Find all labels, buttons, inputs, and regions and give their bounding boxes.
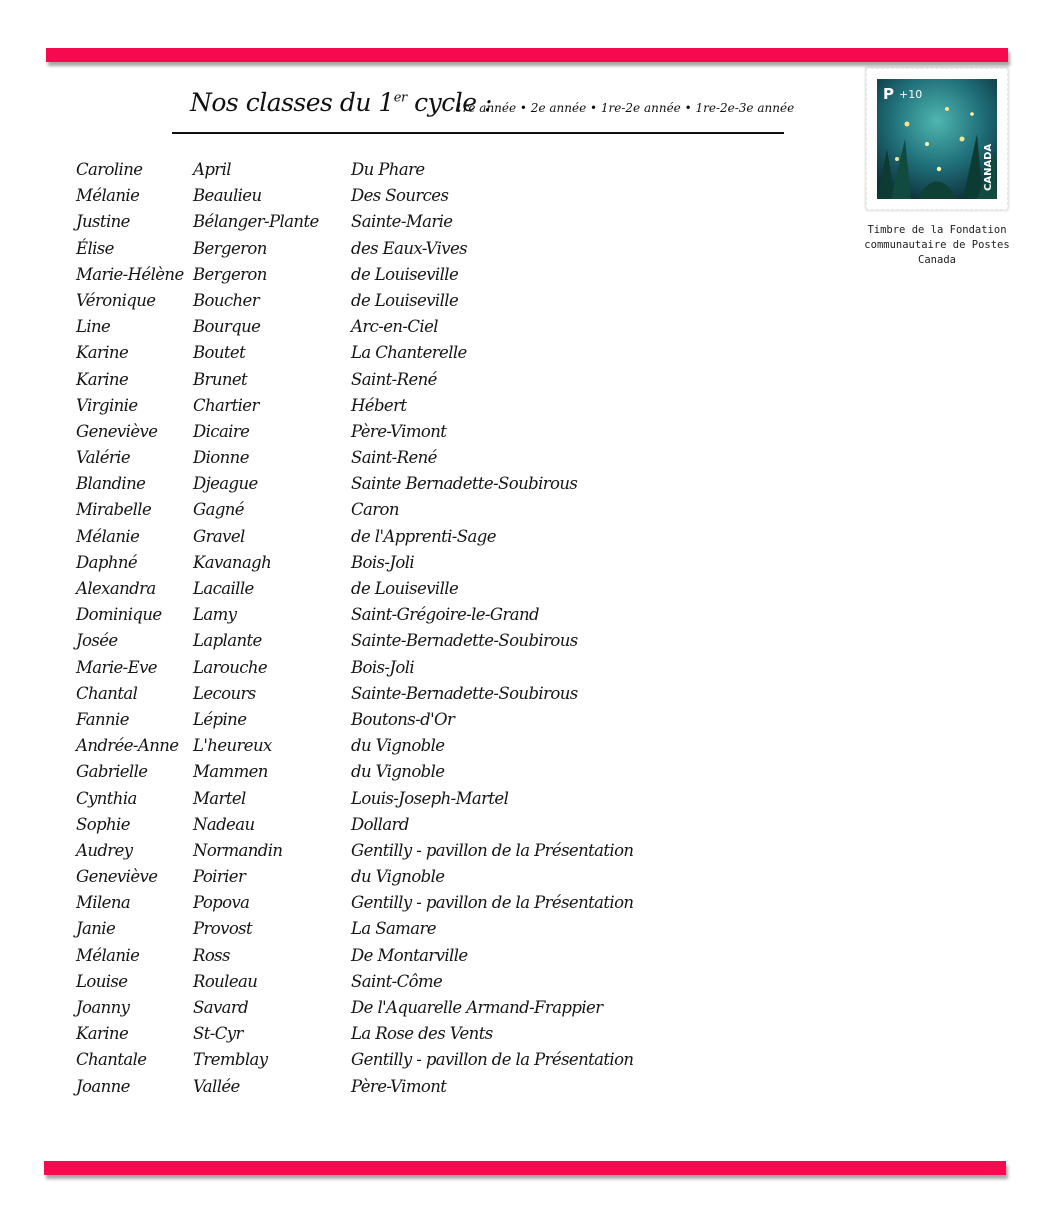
list-item — [76, 183, 836, 209]
school-name: La Rose des Vents — [351, 1024, 493, 1044]
list-item — [76, 707, 836, 733]
list-item — [76, 812, 836, 838]
first-name: Chantal — [76, 683, 138, 703]
last-name: Tremblay — [193, 1050, 268, 1070]
svg-text:CANADA: CANADA — [983, 143, 994, 191]
last-name: Beaulieu — [193, 186, 262, 206]
school-name: Des Sources — [351, 186, 449, 206]
last-name: Lamy — [193, 605, 237, 625]
school-name: Père-Vimont — [351, 1076, 447, 1096]
bottom-accent-bar — [44, 1161, 1006, 1175]
list-item — [76, 602, 836, 628]
last-name: April — [193, 160, 231, 179]
first-name: Marie-Eve — [76, 657, 157, 677]
first-name: Joanny — [76, 998, 130, 1017]
list-item — [76, 367, 836, 393]
list-item — [76, 340, 836, 366]
list-item — [76, 157, 836, 183]
stamp-caption: Timbre de la Fondation communautaire de Postes Canada — [864, 224, 1010, 266]
last-name: Laplante — [193, 631, 262, 651]
list-item — [76, 759, 836, 785]
last-name: Bélanger-Plante — [193, 212, 319, 232]
first-name: Virginie — [76, 395, 138, 415]
school-name: Gentilly - pavillon de la Présentation — [351, 1050, 634, 1070]
last-name: Lecours — [193, 683, 256, 703]
last-name: Brunet — [193, 369, 248, 389]
first-name: Milena — [76, 893, 131, 913]
teacher-list — [76, 157, 836, 1100]
school-name: des Eaux-Vives — [351, 238, 467, 258]
last-name: Provost — [193, 919, 253, 939]
stamp-image — [877, 79, 997, 199]
first-name: Valérie — [76, 448, 131, 468]
first-name: Véronique — [76, 290, 156, 310]
last-name: Vallée — [193, 1076, 240, 1096]
first-name: Joanne — [76, 1076, 130, 1096]
school-name: Sainte-Marie — [351, 212, 453, 232]
last-name: Mammen — [193, 762, 268, 782]
first-name: Chantale — [76, 1050, 147, 1070]
last-name: Ross — [193, 945, 230, 965]
list-item — [76, 550, 836, 576]
last-name: Martel — [193, 788, 246, 808]
svg-text:P: P — [883, 85, 894, 103]
last-name: Dionne — [193, 448, 249, 468]
first-name: Louise — [76, 971, 128, 991]
list-item — [76, 393, 836, 419]
last-name: Bergeron — [193, 264, 267, 284]
first-name: Line — [76, 317, 111, 337]
page-header — [172, 86, 795, 134]
first-name: Karine — [76, 343, 129, 363]
list-item — [76, 916, 836, 942]
postage-stamp — [866, 68, 1008, 210]
top-accent-bar — [46, 48, 1008, 62]
school-name: Sainte-Bernadette-Soubirous — [351, 683, 578, 703]
last-name: Chartier — [193, 395, 259, 415]
school-name: Sainte-Bernadette-Soubirous — [351, 631, 578, 651]
school-name: Sainte Bernadette-Soubirous — [351, 474, 578, 494]
school-name: De Montarville — [351, 945, 468, 965]
school-name: Saint-Côme — [351, 971, 443, 991]
list-item — [76, 1074, 836, 1100]
school-name: Bois-Joli — [351, 657, 415, 677]
first-name: Mélanie — [76, 186, 140, 206]
list-item — [76, 890, 836, 916]
page-title: Nos classes du 1er cycle : — [190, 88, 492, 117]
school-name: La Samare — [351, 919, 436, 939]
school-name: de Louiseville — [351, 579, 459, 598]
first-name: Caroline — [76, 160, 143, 179]
school-name: Bois-Joli — [351, 552, 415, 572]
last-name: Boutet — [193, 343, 246, 363]
first-name: Marie-Hélène — [76, 264, 184, 284]
list-item — [76, 524, 836, 550]
first-name: Janie — [76, 919, 116, 939]
first-name: Justine — [76, 212, 130, 232]
list-item — [76, 943, 836, 969]
last-name: Bourque — [193, 317, 261, 337]
first-name: Karine — [76, 369, 129, 389]
list-item — [76, 576, 836, 602]
school-name: La Chanterelle — [351, 343, 467, 363]
school-name: Boutons-d'Or — [351, 709, 455, 729]
first-name: Élise — [76, 238, 114, 258]
last-name: Kavanagh — [193, 552, 272, 572]
last-name: Bergeron — [193, 238, 267, 258]
school-name: de l'Apprenti-Sage — [351, 526, 496, 546]
school-name: de Louiseville — [351, 264, 459, 284]
list-item — [76, 445, 836, 471]
svg-text:+10: +10 — [899, 88, 923, 101]
first-name: Dominique — [76, 605, 162, 625]
list-item — [76, 471, 836, 497]
school-name: de Louiseville — [351, 290, 459, 310]
last-name: Nadeau — [193, 814, 255, 834]
first-name: Mélanie — [76, 526, 140, 546]
list-item — [76, 314, 836, 340]
first-name: Audrey — [76, 840, 133, 860]
first-name: Gabrielle — [76, 762, 148, 782]
first-name: Geneviève — [76, 421, 158, 441]
list-item — [76, 497, 836, 523]
first-name: Josée — [76, 631, 118, 651]
first-name: Cynthia — [76, 788, 137, 808]
first-name: Karine — [76, 1024, 129, 1044]
last-name: Rouleau — [193, 971, 258, 991]
school-name: Hébert — [351, 395, 407, 415]
last-name: Normandin — [193, 840, 283, 860]
last-name: Gravel — [193, 526, 245, 546]
list-item — [76, 681, 836, 707]
school-name: Arc-en-Ciel — [351, 317, 438, 337]
list-item — [76, 288, 836, 314]
school-name: Louis-Joseph-Martel — [351, 788, 509, 808]
first-name: Mirabelle — [76, 500, 152, 520]
school-name: Gentilly - pavillon de la Présentation — [351, 840, 634, 860]
list-item — [76, 1021, 836, 1047]
list-item — [76, 655, 836, 681]
list-item — [76, 236, 836, 262]
last-name: Lacaille — [193, 579, 254, 598]
last-name: Boucher — [193, 290, 260, 310]
list-item — [76, 786, 836, 812]
school-name: Père-Vimont — [351, 421, 447, 441]
school-name: Gentilly - pavillon de la Présentation — [351, 893, 634, 913]
first-name: Fannie — [76, 709, 129, 729]
list-item — [76, 262, 836, 288]
school-name: De l'Aquarelle Armand-Frappier — [351, 998, 603, 1017]
school-name: Dollard — [351, 814, 409, 834]
last-name: Popova — [193, 893, 250, 913]
school-name: du Vignoble — [351, 867, 445, 887]
last-name: Savard — [193, 998, 249, 1017]
last-name: Poirier — [193, 867, 246, 887]
first-name: Mélanie — [76, 945, 140, 965]
school-name: Saint-René — [351, 369, 437, 389]
first-name: Daphné — [76, 552, 138, 572]
first-name: Sophie — [76, 814, 130, 834]
school-name: du Vignoble — [351, 736, 445, 756]
list-item — [76, 864, 836, 890]
first-name: Andrée-Anne — [76, 736, 179, 756]
last-name: Djeague — [193, 474, 258, 494]
first-name: Alexandra — [76, 579, 156, 598]
last-name: Larouche — [193, 657, 268, 677]
first-name: Geneviève — [76, 867, 158, 887]
school-name: du Vignoble — [351, 762, 445, 782]
last-name: Lépine — [193, 709, 247, 729]
last-name: Dicaire — [193, 421, 250, 441]
list-item — [76, 733, 836, 759]
list-item — [76, 1047, 836, 1073]
list-item — [76, 969, 836, 995]
list-item — [76, 995, 836, 1021]
school-name: Saint-René — [351, 448, 437, 468]
school-name: Caron — [351, 500, 399, 520]
list-item — [76, 838, 836, 864]
page-subtitle: 1re année • 2e année • 1re-2e année • 1re-2e-3e année — [455, 101, 795, 115]
list-item — [76, 628, 836, 654]
school-name: Du Phare — [351, 160, 425, 179]
last-name: L'heureux — [193, 736, 272, 756]
school-name: Saint-Grégoire-le-Grand — [351, 605, 539, 625]
list-item — [76, 209, 836, 235]
first-name: Blandine — [76, 474, 146, 494]
last-name: St-Cyr — [193, 1024, 243, 1044]
list-item — [76, 419, 836, 445]
last-name: Gagné — [193, 500, 244, 520]
